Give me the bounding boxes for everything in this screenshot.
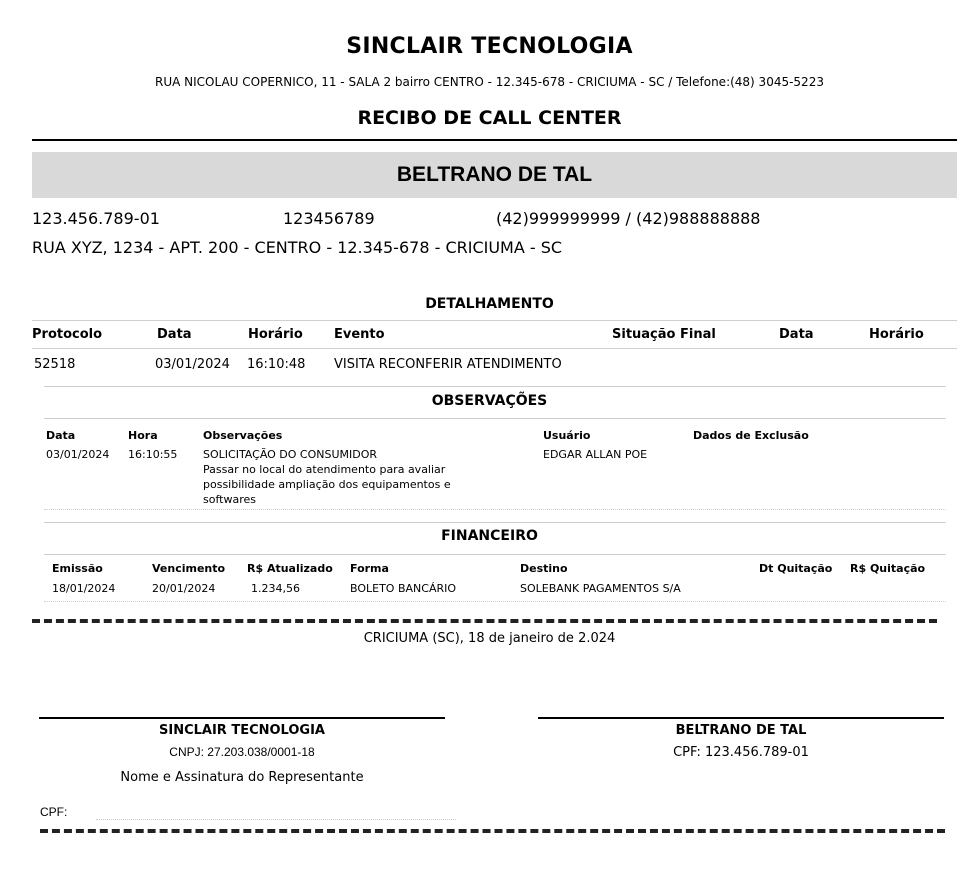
cut-line-top [32, 619, 937, 623]
client-cpf: 123.456.789-01 [32, 209, 160, 228]
obs-usuario: EDGAR ALLAN POE [543, 448, 648, 461]
detalhamento-horario: 16:10:48 [247, 357, 306, 372]
observacoes-header-rule [44, 418, 946, 419]
signature-client-cpf: CPF: 123.456.789-01 [673, 745, 809, 760]
obs-text-line-2: Passar no local do atendimento para avaliar [203, 463, 446, 476]
detalhamento-protocolo: 52518 [34, 357, 76, 372]
col-data: Data [157, 327, 192, 342]
client-id: 123456789 [283, 209, 375, 228]
representative-cpf-label: CPF: [40, 805, 68, 819]
fin-col-vencimento: Vencimento [152, 562, 226, 575]
company-name: SINCLAIR TECNOLOGIA [346, 34, 633, 59]
fin-col-quitacao: R$ Quitação [850, 562, 926, 575]
fin-vencimento: 20/01/2024 [152, 582, 216, 595]
detalhamento-header-rule [32, 348, 957, 349]
signature-line-company [39, 717, 445, 719]
obs-text-line-4: softwares [203, 493, 256, 506]
fin-col-destino: Destino [520, 562, 568, 575]
col-data-final: Data [779, 327, 814, 342]
signature-client-name: BELTRANO DE TAL [675, 723, 807, 738]
cut-line-bottom [40, 829, 945, 833]
financeiro-title: FINANCEIRO [441, 528, 538, 544]
client-phones: (42)999999999 / (42)988888888 [496, 209, 761, 228]
obs-text-line-3: possibilidade ampliação dos equipamentos e [203, 478, 451, 491]
col-horario-final: Horário [869, 327, 924, 342]
obs-col-exclusao: Dados de Exclusão [693, 429, 809, 442]
fin-col-forma: Forma [350, 562, 389, 575]
financeiro-header-rule [44, 554, 946, 555]
signature-line-client [538, 717, 944, 719]
col-protocolo: Protocolo [32, 327, 103, 342]
detalhamento-data: 03/01/2024 [155, 357, 230, 372]
client-address: RUA XYZ, 1234 - APT. 200 - CENTRO - 12.345-678 - CRICIUMA - SC [32, 238, 563, 257]
fin-forma: BOLETO BANCÁRIO [350, 582, 457, 595]
detalhamento-title: DETALHAMENTO [425, 296, 554, 312]
col-situacao-final: Situação Final [612, 327, 716, 342]
signature-company-cnpj: CNPJ: 27.203.038/0001-18 [169, 745, 315, 759]
fin-emissao: 18/01/2024 [52, 582, 116, 595]
header-divider [32, 139, 957, 141]
signature-company-name: SINCLAIR TECNOLOGIA [159, 723, 325, 738]
obs-col-observacoes: Observações [203, 429, 283, 442]
obs-data: 03/01/2024 [46, 448, 110, 461]
signature-company-role: Nome e Assinatura do Representante [120, 770, 364, 785]
representative-cpf-line [96, 819, 456, 820]
col-horario: Horário [248, 327, 303, 342]
obs-col-usuario: Usuário [543, 429, 591, 442]
col-evento: Evento [334, 327, 385, 342]
detalhamento-evento: VISITA RECONFERIR ATENDIMENTO [334, 357, 562, 372]
obs-col-hora: Hora [128, 429, 158, 442]
observacoes-row-divider [44, 509, 946, 510]
financeiro-top-rule [44, 522, 946, 523]
fin-col-atualizado: R$ Atualizado [247, 562, 333, 575]
fin-atualizado: 1.234,56 [251, 582, 300, 595]
company-address: RUA NICOLAU COPERNICO, 11 - SALA 2 bairro CENTRO - 12.345-678 - CRICIUMA - SC / Telefone:(48) 3045-5223 [155, 75, 824, 89]
obs-col-data: Data [46, 429, 76, 442]
detalhamento-top-rule [32, 320, 957, 321]
fin-col-emissao: Emissão [52, 562, 103, 575]
place-date: CRICIUMA (SC), 18 de janeiro de 2.024 [363, 631, 616, 646]
obs-text-line-1: SOLICITAÇÃO DO CONSUMIDOR [203, 448, 378, 461]
fin-destino: SOLEBANK PAGAMENTOS S/A [520, 582, 681, 595]
observacoes-title: OBSERVAÇÕES [431, 393, 548, 409]
obs-hora: 16:10:55 [128, 448, 178, 461]
financeiro-row-divider [44, 601, 946, 602]
client-name: BELTRANO DE TAL [396, 163, 593, 186]
document-title: RECIBO DE CALL CENTER [357, 107, 622, 129]
fin-col-dt-quitacao: Dt Quitação [759, 562, 833, 575]
observacoes-top-rule [44, 386, 946, 387]
